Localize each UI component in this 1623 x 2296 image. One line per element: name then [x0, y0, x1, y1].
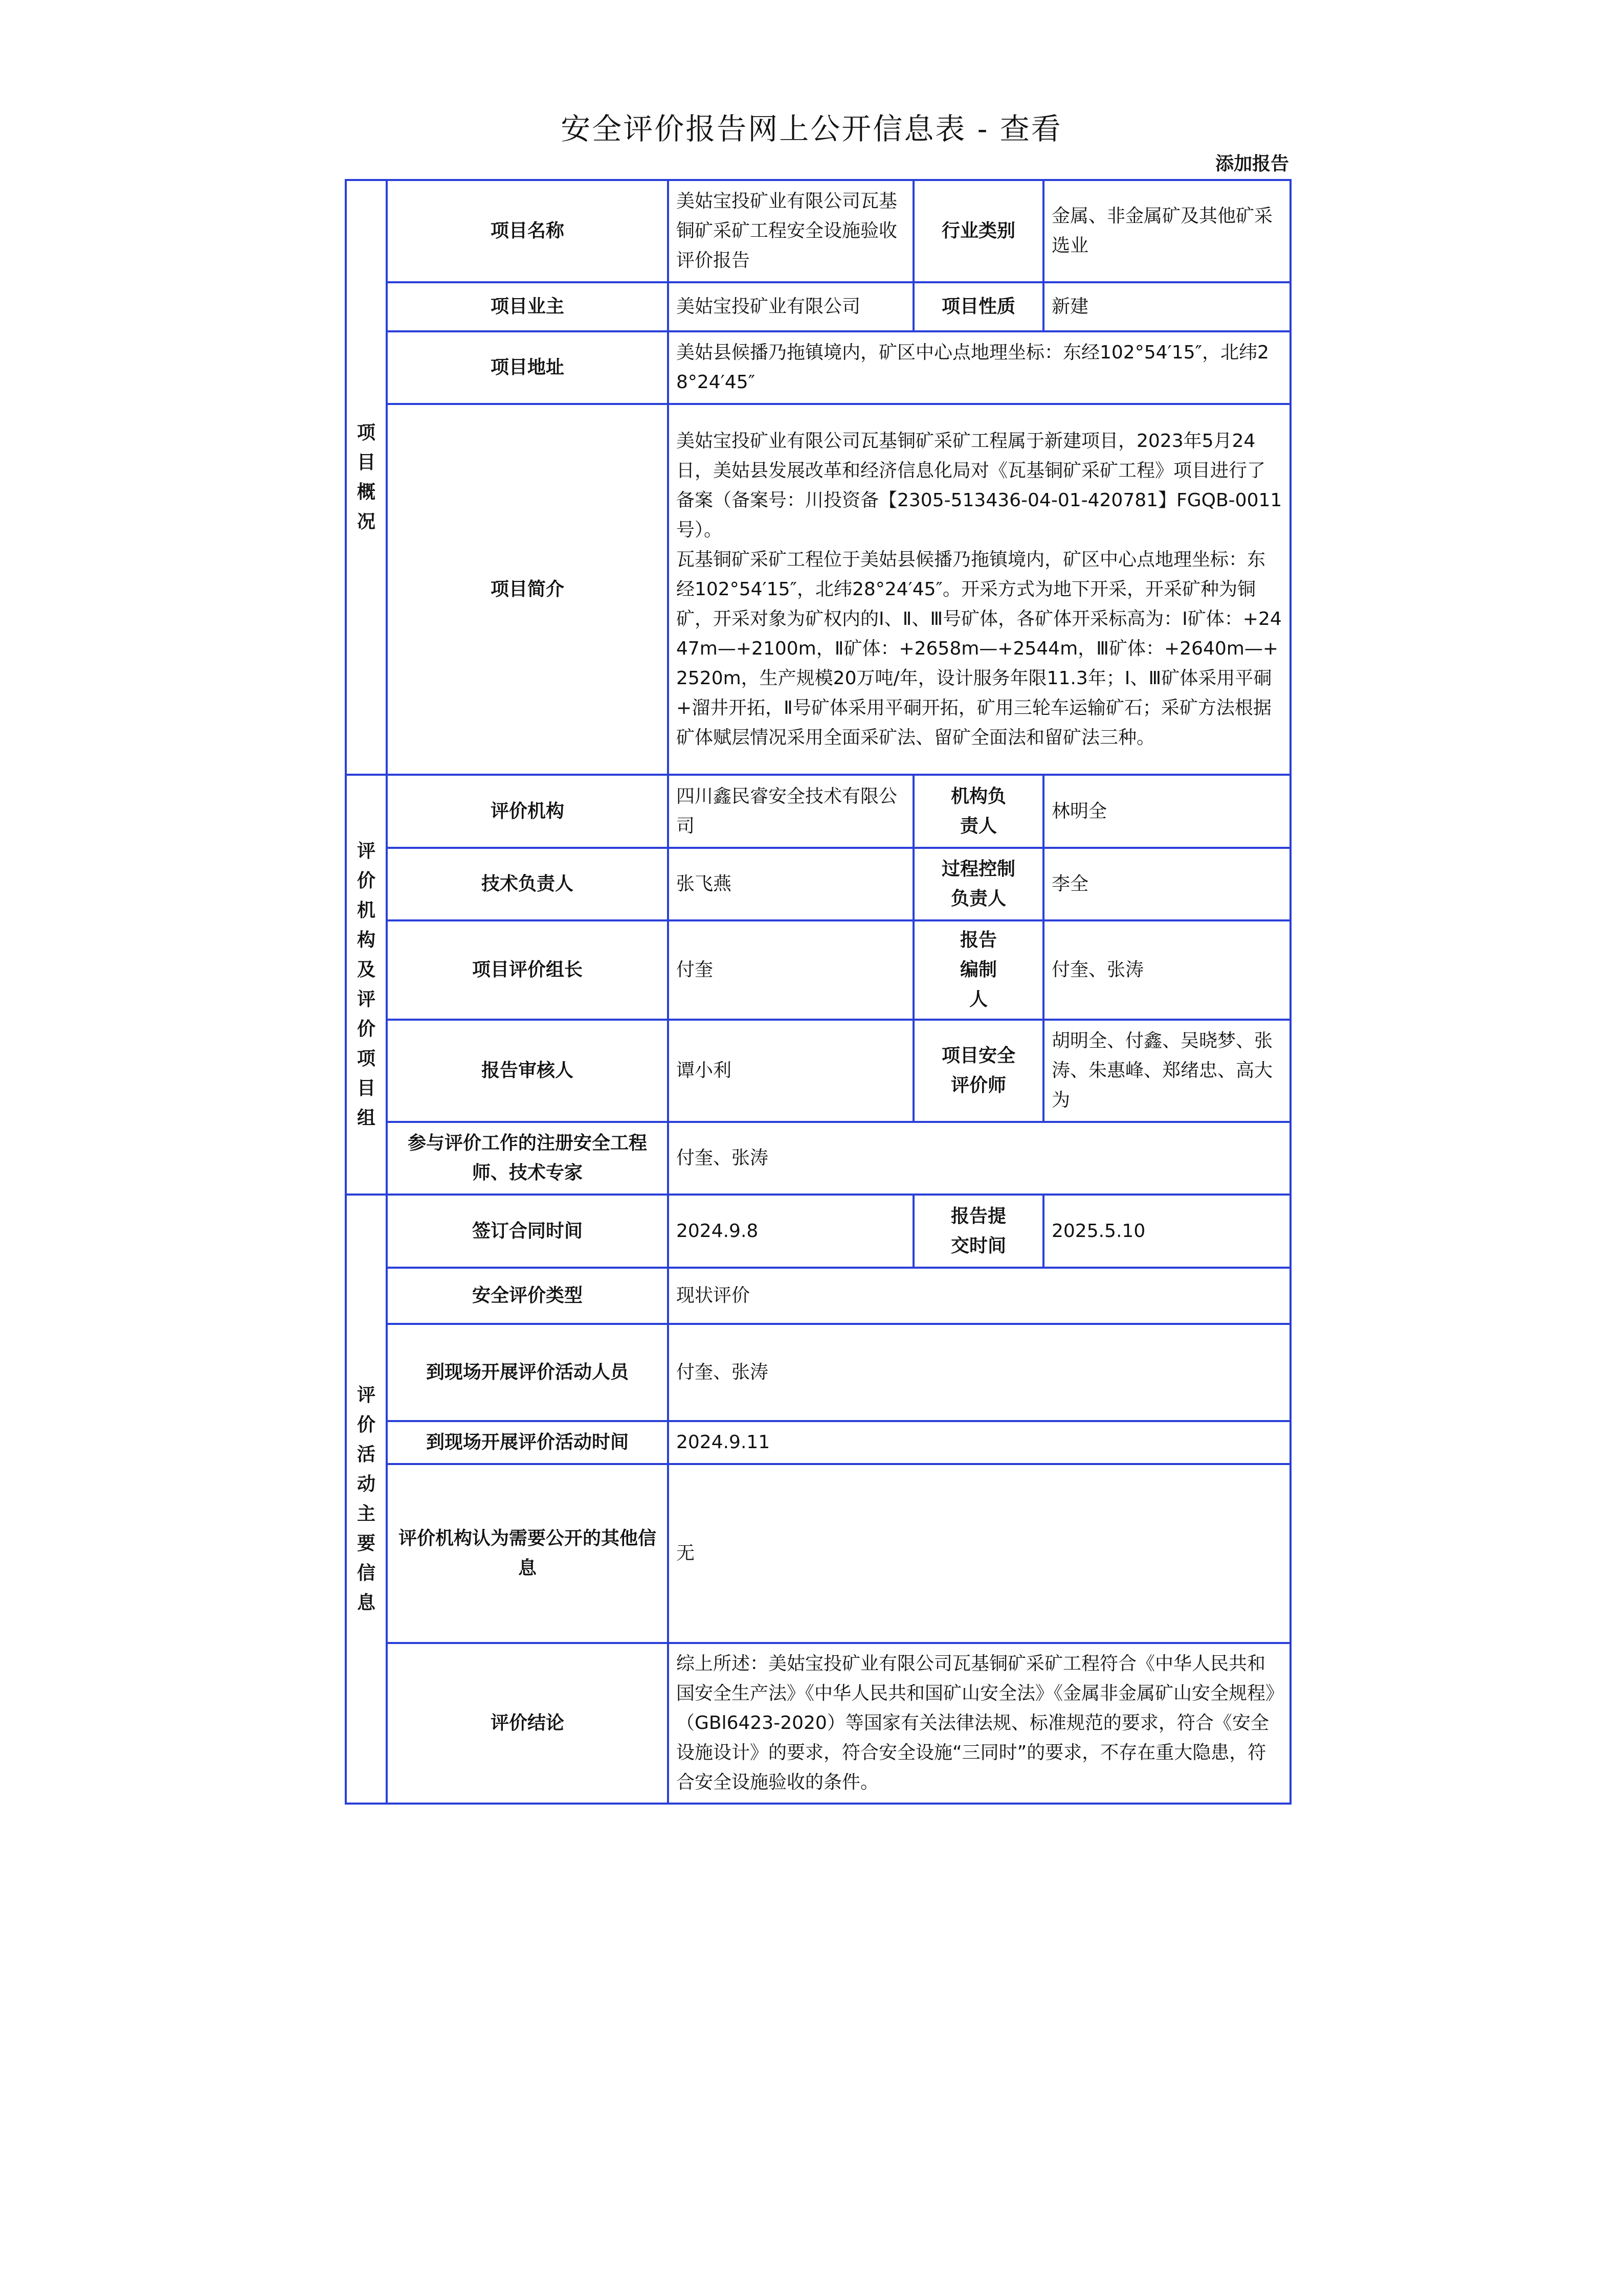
- reviewer-value: 谭小利: [668, 1020, 914, 1122]
- intro-paragraph-2: 瓦基铜矿采矿工程位于美姑县候播乃拖镇境内，矿区中心点地理坐标：东经102°54′15″，北纬28°24′45″。开采方式为地下开采，开采矿种为铜矿，开采对象为矿权内的Ⅰ、Ⅱ、Ⅲ号矿体，各矿体开采标高为：Ⅰ矿体：+2447m—+2100m，Ⅱ矿体：+2658m—+2544m，Ⅲ矿体：+2640m—+2520m，生产规模20万吨/年，设计服务年限11.3年；Ⅰ、Ⅲ矿体采用平硐+溜井开拓，Ⅱ号矿体采用平硐开拓，矿用三轮车运输矿石；采矿方法根据矿体赋层情况采用全面采矿法、留矿全面法和留矿法三种。: [676, 549, 1282, 748]
- process-head-value: 李全: [1043, 848, 1291, 920]
- address-value: 美姑县候播乃拖镇境内，矿区中心点地理坐标：东经102°54′15″，北纬28°24′45″: [668, 331, 1291, 404]
- other-info-label: 评价机构认为需要公开的其他信息: [387, 1464, 668, 1643]
- org-label: 评价机构: [387, 775, 668, 848]
- table-row: [346, 775, 1291, 848]
- table-row: [346, 1268, 1291, 1324]
- table-row: [346, 180, 1291, 282]
- table-row: [346, 1020, 1291, 1122]
- author-label: 报告编制人: [914, 920, 1043, 1020]
- engineers-label: 参与评价工作的注册安全工程师、技术专家: [387, 1122, 668, 1195]
- project-name-value: 美姑宝投矿业有限公司瓦基铜矿采矿工程安全设施验收评价报告: [668, 180, 914, 282]
- reviewer-label: 报告审核人: [387, 1020, 668, 1122]
- table-row: [346, 331, 1291, 404]
- other-info-value: 无: [668, 1464, 1291, 1643]
- tech-head-value: 张飞燕: [668, 848, 914, 920]
- onsite-time-value: 2024.9.11: [668, 1421, 1291, 1464]
- owner-label: 项目业主: [387, 282, 668, 331]
- conclusion-value: 综上所述：美姑宝投矿业有限公司瓦基铜矿采矿工程符合《中华人民共和国安全生产法》《中华人民共和国矿山安全法》《金属非金属矿山安全规程》（GBl6423-2020）等国家有关法律法规、标准规范的要求，符合《安全设施设计》的要求，符合安全设施“三同时”的要求，不存在重大隐患，符合安全设施验收的条件。: [668, 1643, 1291, 1804]
- type-label: 安全评价类型: [387, 1268, 668, 1324]
- assessors-label: 项目安全评价师: [914, 1020, 1043, 1122]
- intro-label: 项目简介: [387, 404, 668, 775]
- table-row: [346, 1122, 1291, 1195]
- info-table: [345, 179, 1292, 1805]
- nature-label: 项目性质: [914, 282, 1043, 331]
- industry-label: 行业类别: [914, 180, 1043, 282]
- team-lead-value: 付奎: [668, 920, 914, 1020]
- section-agency: 评价机构及评价项目组: [346, 775, 387, 1195]
- submit-label: 报告提交时间: [914, 1195, 1043, 1268]
- table-row: [346, 1464, 1291, 1643]
- industry-value: 金属、非金属矿及其他矿采选业: [1043, 180, 1291, 282]
- project-name-label: 项目名称: [387, 180, 668, 282]
- contract-label: 签订合同时间: [387, 1195, 668, 1268]
- contract-value: 2024.9.8: [668, 1195, 914, 1268]
- submit-value: 2025.5.10: [1043, 1195, 1291, 1268]
- org-head-label: 机构负责人: [914, 775, 1043, 848]
- table-row: [346, 1195, 1291, 1268]
- section-overview: 项目概况: [346, 180, 387, 775]
- intro-paragraph-1: 美姑宝投矿业有限公司瓦基铜矿采矿工程属于新建项目，2023年5月24日，美姑县发展改革和经济信息化局对《瓦基铜矿采矿工程》项目进行了备案（备案号：川投资备【2305-513436-04-01-420781】FGQB-0011号）。: [676, 430, 1282, 541]
- table-row: [346, 1643, 1291, 1804]
- table-row: [346, 282, 1291, 331]
- onsite-people-label: 到现场开展评价活动人员: [387, 1324, 668, 1421]
- author-value: 付奎、张涛: [1043, 920, 1291, 1020]
- table-row: [346, 848, 1291, 920]
- onsite-people-value: 付奎、张涛: [668, 1324, 1291, 1421]
- table-row: [346, 1421, 1291, 1464]
- org-value: 四川鑫民睿安全技术有限公司: [668, 775, 914, 848]
- owner-value: 美姑宝投矿业有限公司: [668, 282, 914, 331]
- type-value: 现状评价: [668, 1268, 1291, 1324]
- intro-value: [668, 404, 1291, 775]
- engineers-value: 付奎、张涛: [668, 1122, 1291, 1195]
- tech-head-label: 技术负责人: [387, 848, 668, 920]
- assessors-value: 胡明全、付鑫、吴晓梦、张涛、朱惠峰、郑绪忠、高大为: [1043, 1020, 1291, 1122]
- table-row: [346, 404, 1291, 775]
- page-title: 安全评价报告网上公开信息表 - 查看: [561, 111, 1062, 146]
- add-report-link[interactable]: 添加报告: [1215, 153, 1289, 174]
- conclusion-label: 评价结论: [387, 1643, 668, 1804]
- process-head-label: 过程控制负责人: [914, 848, 1043, 920]
- nature-value: 新建: [1043, 282, 1291, 331]
- org-head-value: 林明全: [1043, 775, 1291, 848]
- table-row: [346, 920, 1291, 1020]
- address-label: 项目地址: [387, 331, 668, 404]
- table-row: [346, 1324, 1291, 1421]
- team-lead-label: 项目评价组长: [387, 920, 668, 1020]
- onsite-time-label: 到现场开展评价活动时间: [387, 1421, 668, 1464]
- section-activity: 评价活动主要信息: [346, 1195, 387, 1804]
